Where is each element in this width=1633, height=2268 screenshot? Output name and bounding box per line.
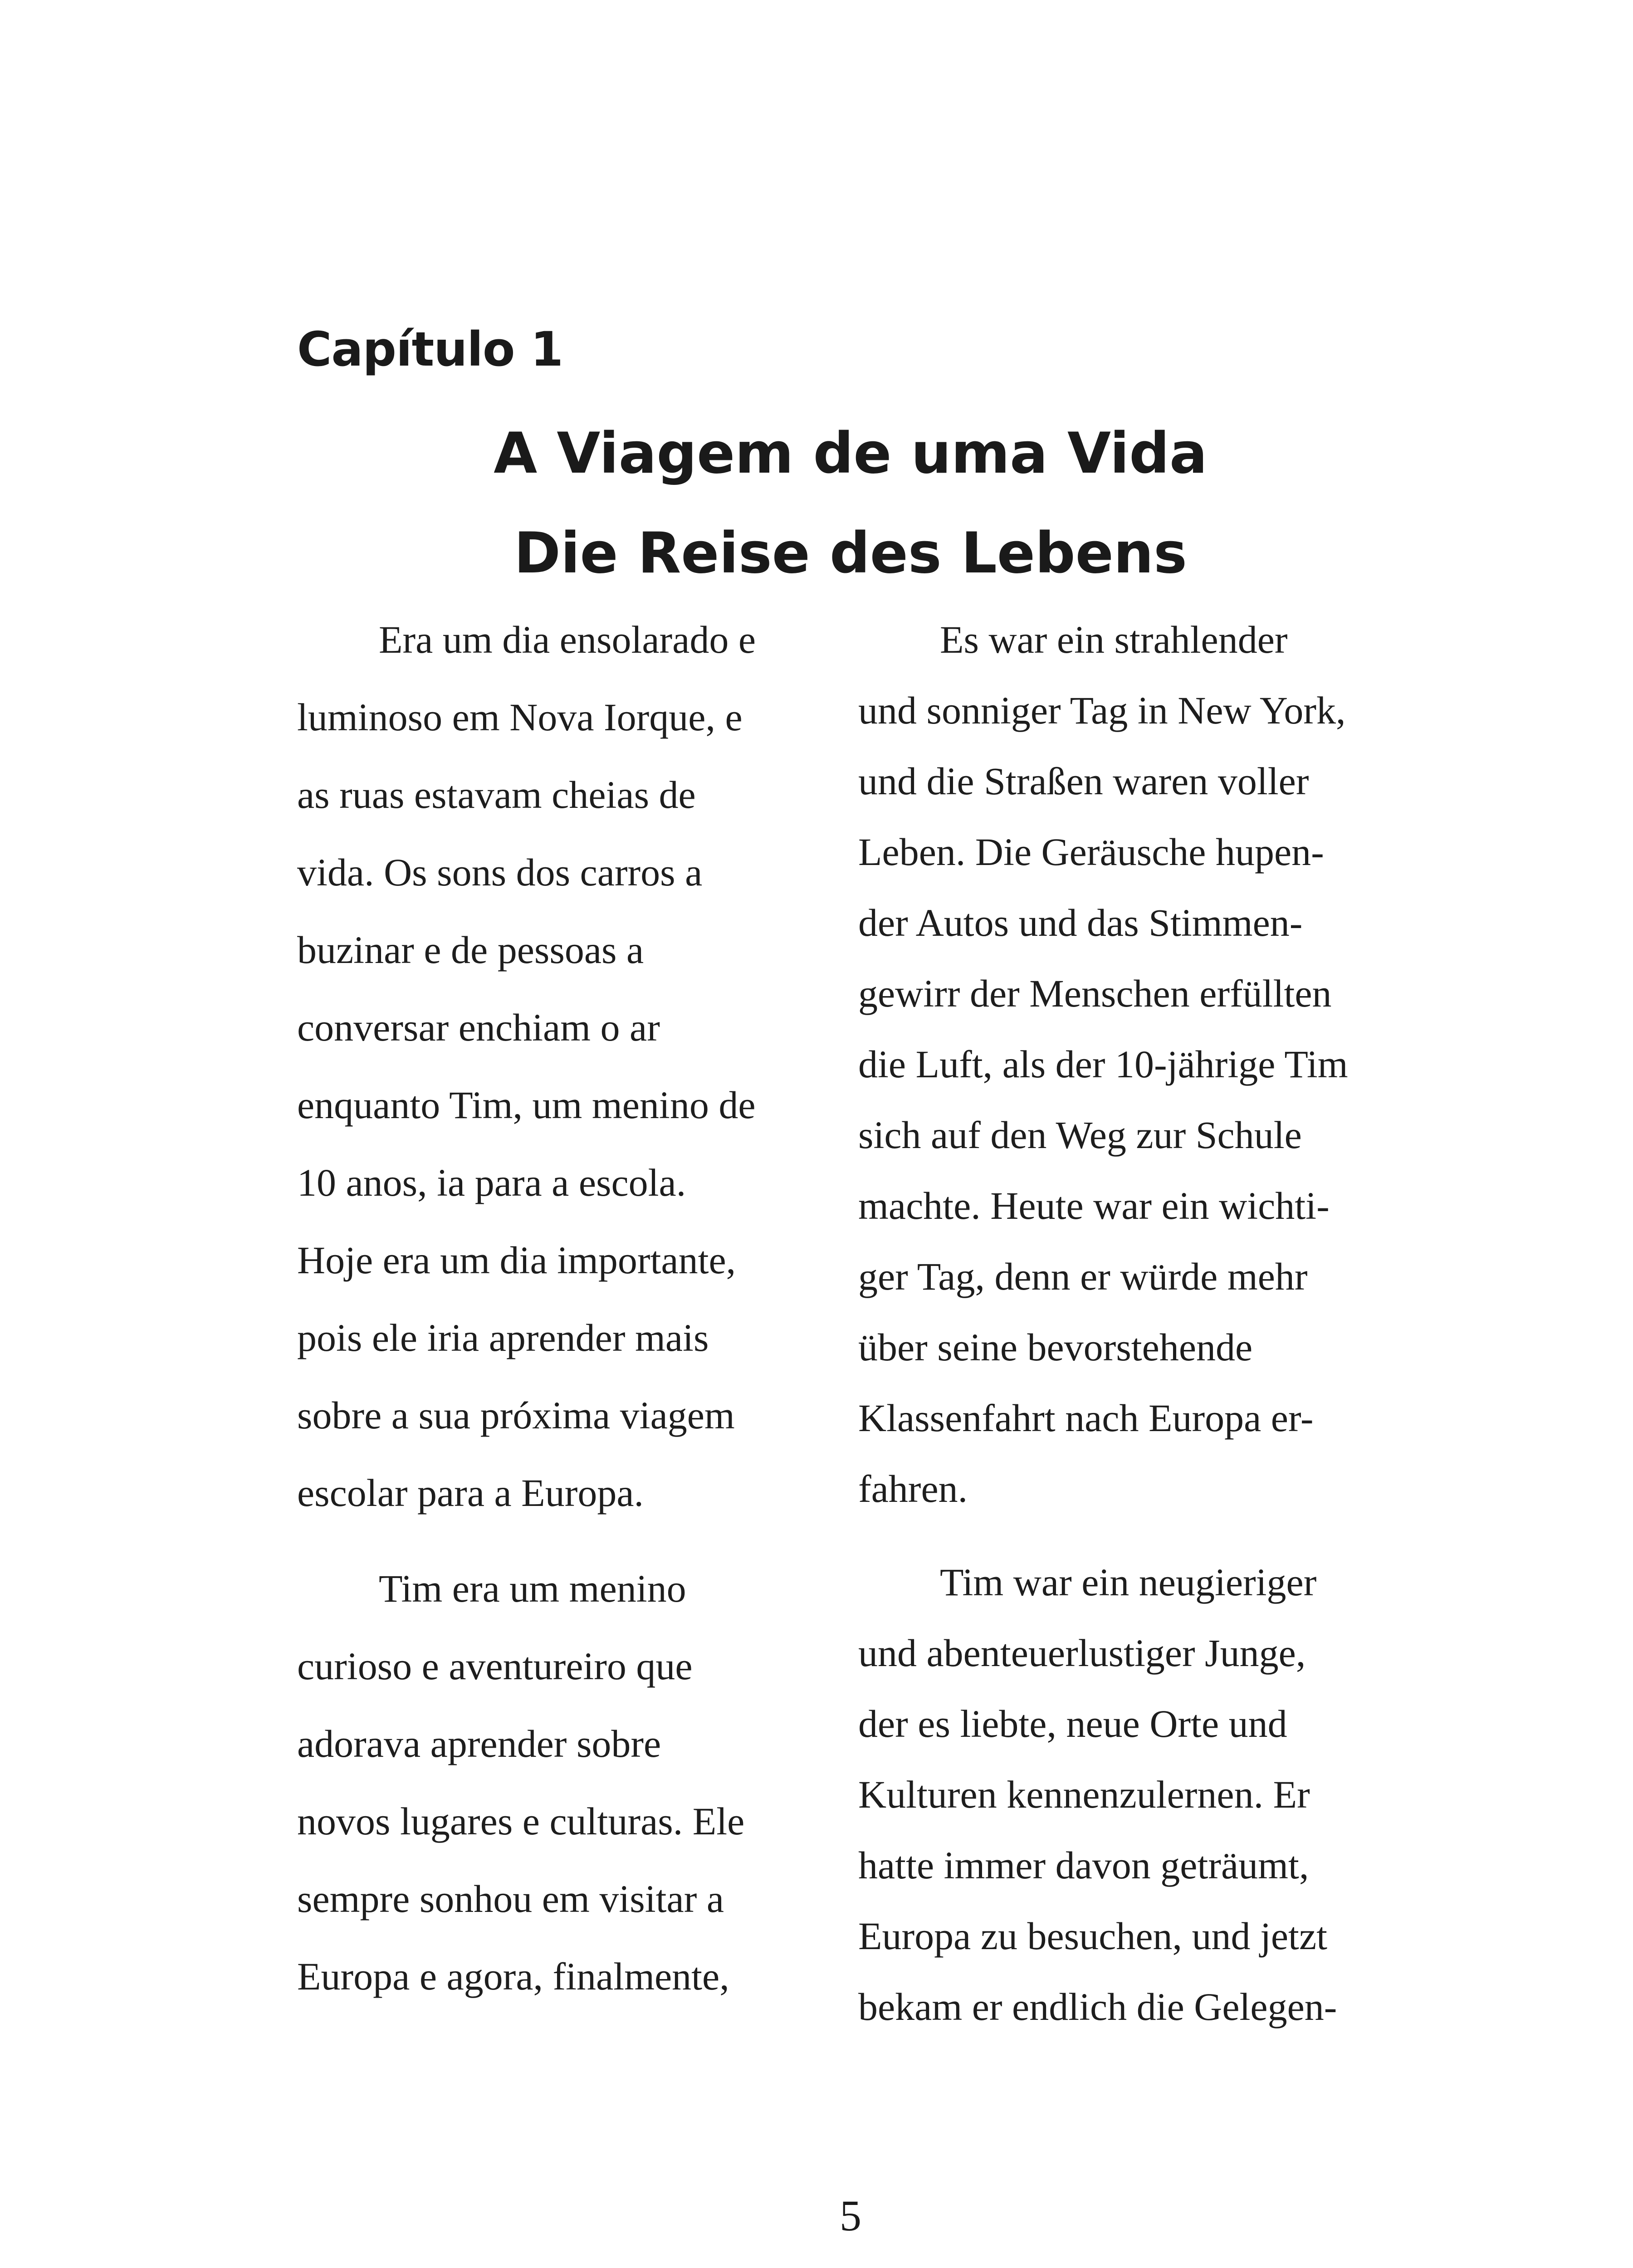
text-line: 10 anos, ia para a escola. xyxy=(297,1161,686,1204)
chapter-title-german: Die Reise des Lebens xyxy=(514,521,1187,586)
text-line: und die Straßen waren voller xyxy=(858,759,1309,803)
text-line: Tim war ein neugieriger xyxy=(940,1560,1317,1604)
text-line: sobre a sua próxima viagem xyxy=(297,1393,735,1437)
text-line: über seine bevorstehende xyxy=(858,1325,1253,1369)
text-line: Kulturen kennenzulernen. Er xyxy=(858,1773,1310,1816)
text-line: der es liebte, neue Orte und xyxy=(858,1702,1287,1745)
text-line: as ruas estavam cheias de xyxy=(297,773,696,816)
page-number: 5 xyxy=(840,2191,861,2240)
text-line: Tim era um menino xyxy=(379,1567,686,1610)
text-line: luminoso em Nova Iorque, e xyxy=(297,695,743,739)
text-line: Es war ein strahlender xyxy=(940,618,1288,661)
text-line: bekam er endlich die Gelegen- xyxy=(858,1985,1337,2028)
text-line: Europa e agora, finalmente, xyxy=(297,1955,729,1998)
text-line: curioso e aventureiro que xyxy=(297,1644,693,1688)
portuguese-paragraph-1 xyxy=(297,617,823,1548)
text-line: hatte immer davon geträumt, xyxy=(858,1843,1309,1887)
text-line: machte. Heute war ein wichti- xyxy=(858,1184,1330,1227)
portuguese-text-column xyxy=(297,617,823,2031)
chapter-title-portuguese: A Viagem de uma Vida xyxy=(494,421,1208,486)
text-line: buzinar e de pessoas a xyxy=(297,928,644,972)
text-line: enquanto Tim, um menino de xyxy=(297,1083,756,1127)
text-line: sempre sonhou em visitar a xyxy=(297,1877,724,1921)
text-line: sich auf den Weg zur Schule xyxy=(858,1113,1302,1157)
text-line: Klassenfahrt nach Europa er- xyxy=(858,1396,1314,1440)
text-line: ger Tag, denn er würde mehr xyxy=(858,1255,1308,1298)
portuguese-paragraph-2 xyxy=(297,1566,823,2031)
text-line: und sonniger Tag in New York, xyxy=(858,689,1346,732)
text-line: Hoje era um dia importante, xyxy=(297,1238,736,1282)
german-paragraph-2 xyxy=(858,1559,1430,2055)
text-line: escolar para a Europa. xyxy=(297,1471,644,1515)
text-line: die Luft, als der 10-jährige Tim xyxy=(858,1042,1348,1086)
german-text-column xyxy=(858,617,1430,2055)
text-line: fahren. xyxy=(858,1467,968,1510)
text-line: adorava aprender sobre xyxy=(297,1722,661,1765)
chapter-label: Capítulo 1 xyxy=(297,322,563,377)
text-line: vida. Os sons dos carros a xyxy=(297,850,703,894)
text-line: conversar enchiam o ar xyxy=(297,1006,660,1049)
text-line: novos lugares e culturas. Ele xyxy=(297,1799,745,1843)
german-paragraph-1 xyxy=(858,617,1430,1537)
text-line: der Autos und das Stimmen- xyxy=(858,901,1303,944)
text-line: und abenteuerlustiger Junge, xyxy=(858,1631,1306,1675)
text-line: gewirr der Menschen erfüllten xyxy=(858,972,1332,1015)
text-line: pois ele iria aprender mais xyxy=(297,1316,709,1359)
bat-icon xyxy=(764,2259,941,2268)
text-line: Leben. Die Geräusche hupen- xyxy=(858,830,1324,874)
text-line: Era um dia ensolarado e xyxy=(379,618,756,661)
text-line: Europa zu besuchen, und jetzt xyxy=(858,1914,1328,1958)
